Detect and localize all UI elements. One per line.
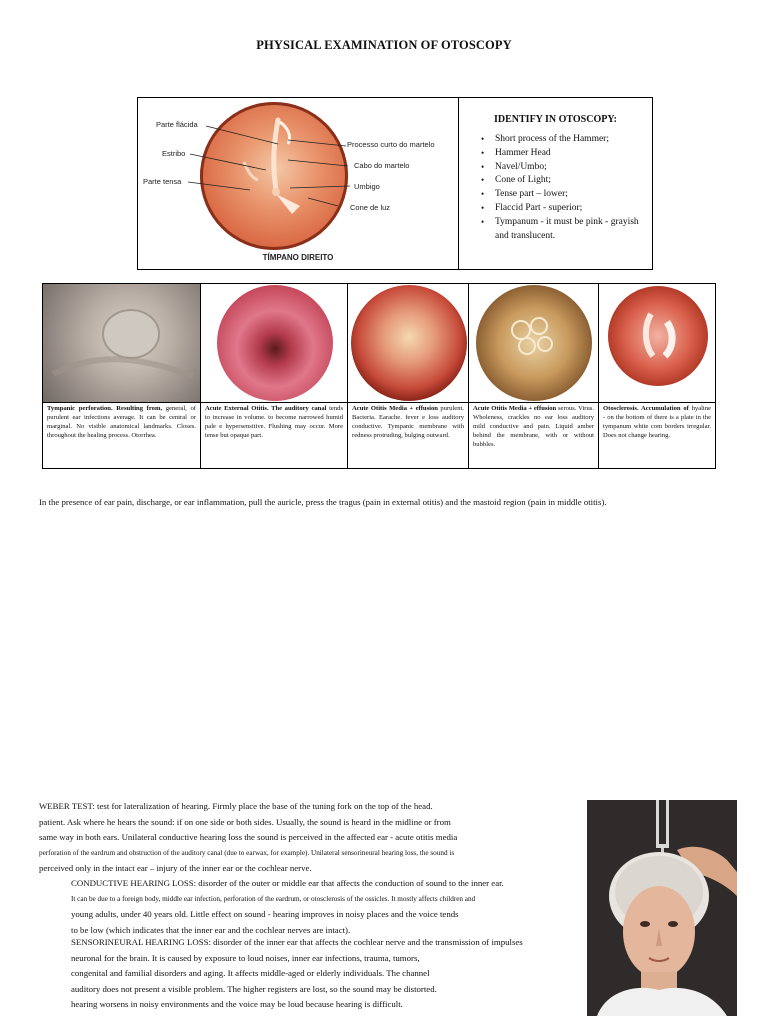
weber-line: patient. Ask where he hears the sound: if on one side or both sides. Usually, the sound is heard in the midline or from — [39, 816, 451, 827]
conductive-hearing-loss-section — [71, 876, 581, 938]
caption-title: Acute External Otitis. The auditory canal — [205, 405, 327, 412]
pain-paragraph: In the presence of ear pain, discharge, or ear inflammation, pull the auricle, press the tragus (pain in external otitis) and the mastoid region (pain in middle otitis). — [39, 497, 607, 507]
photo-cell-perforation — [42, 283, 201, 469]
caption-text: purulent. Bacteria. Earache. fever e loss auditory conductive. Tympanic membrane with redness protruding, bulging outward. — [352, 405, 464, 439]
photo-cell-purulent-otitis — [347, 283, 469, 469]
sensorineural-line: auditory does not present a visible problem. The higher registers are lost, so the sound may be distorted. — [71, 983, 437, 994]
identify-item: • Cone of Light; — [481, 174, 652, 188]
label-processo-curto: Processo curto do martelo — [347, 140, 435, 149]
external-otitis-caption — [205, 404, 343, 440]
otoscopy-reference-box — [137, 97, 653, 270]
photo-cell-external-otitis — [200, 283, 348, 469]
label-parte-tensa: Parte tensa — [143, 177, 182, 186]
tympanum-diagram — [138, 98, 459, 269]
page-title: PHYSICAL EXAMINATION OF OTOSCOPY — [256, 38, 512, 52]
identify-item: • Flaccid Part - superior; — [481, 202, 652, 216]
external-otitis-photo — [201, 284, 347, 403]
diagram-caption: TÍMPANO DIREITO — [262, 253, 334, 262]
caption-text: hyaline - on the bottom of there is a plate in the tympanum white com borders irregular. Does not change hearing. — [603, 405, 711, 439]
identify-panel — [459, 98, 652, 269]
sensorineural-line: congenital and familial disorders and aging. It affects middle-aged or elderly individuals. The channel — [71, 968, 430, 978]
caption-text: tends to increase in volume. to become narrowed humid pale e hypersensitive. Flushing may occur. More tense but opaque part. — [205, 405, 344, 439]
serous-otitis-caption — [473, 404, 594, 449]
perforation-photo — [43, 284, 200, 403]
label-cone-luz: Cone de luz — [350, 203, 391, 212]
conductive-line: to be low (which indicates that the inner ear and the cochlear nerves are intact). — [71, 924, 351, 935]
caption-title: Tympanic perforation. Resulting from, — [47, 405, 163, 412]
conductive-line: It can be due to a foreign body, middle ear infection, perforation of the eardrum, or otosclerosis of the ossicles. It mostly affects children and — [71, 894, 476, 903]
photo-cell-serous-otitis — [468, 283, 599, 469]
label-parte-flacida: Parte flácida — [156, 120, 198, 129]
identify-item: • Hammer Head — [481, 147, 652, 161]
caption-title: Acute Otitis Media + effusion — [352, 405, 438, 412]
purulent-otitis-caption — [352, 404, 464, 440]
weber-test-photo — [587, 800, 737, 1016]
caption-text: serous. Virus. Wholeness, crackles no ear loss auditory mild conductive and pain. Liquid amber behind the membrane, with or without bubbles. — [473, 405, 595, 448]
label-cabo-martelo: Cabo do martelo — [354, 161, 410, 170]
sensorineural-line: hearing worsens in noisy environments and the voice may be loud because hearing is difficult. — [71, 999, 403, 1009]
sensorineural-hearing-loss-section — [71, 935, 581, 1013]
weber-line: WEBER TEST: test for lateralization of hearing. Firmly place the base of the tuning fork on the top of the head. — [39, 801, 433, 811]
label-umbigo: Umbigo — [354, 182, 380, 191]
identify-item: • Navel/Umbo; — [481, 161, 652, 175]
identify-list — [459, 133, 652, 243]
photo-cell-otosclerosis — [598, 283, 716, 469]
caption-title: Otosclerosis. Accumulation of — [603, 405, 689, 412]
caption-text: general, of purulent ear infections average. It can be central or marginal. No visible anatomical landmarks. Closes. throughout the healing process. Otorrhea. — [47, 405, 196, 439]
weber-line: same way in both ears. Unilateral conductive hearing loss the sound is perceived in the affected ear - acute otitis media — [39, 832, 458, 842]
otosclerosis-caption — [603, 404, 711, 440]
identify-item: • Short process of the Hammer; — [481, 133, 652, 147]
identify-heading: IDENTIFY IN OTOSCOPY: — [494, 114, 617, 125]
weber-line: perceived only in the intact ear – injury of the inner ear or the cochlear nerve. — [39, 863, 312, 873]
label-estribo: Estribo — [162, 149, 186, 158]
conductive-line: young adults, under 40 years old. Little effect on sound - hearing improves in noisy places and the voice tends — [71, 909, 459, 919]
weber-test-section — [39, 799, 579, 877]
conductive-line: CONDUCTIVE HEARING LOSS: disorder of the outer or middle ear that affects the conduction of sound to the inner ear. — [71, 878, 504, 888]
sensorineural-line: neuronal for the brain. It is caused by exposure to loud noises, inner ear infections, trauma, tumors, — [71, 952, 420, 963]
caption-title: Acute Otitis Media + effusion — [473, 405, 557, 412]
sensorineural-line: SENSORINEURAL HEARING LOSS: disorder of the inner ear that affects the cochlear nerve and the transmission of impulses — [71, 937, 523, 947]
purulent-otitis-photo — [348, 284, 468, 403]
identify-item: • Tense part – lower; — [481, 188, 652, 202]
otoscopy-photo-table — [42, 283, 716, 469]
perforation-caption — [47, 404, 196, 440]
weber-line: perforation of the eardrum and obstruction of the auditory canal (due to earwax, for example). Unilateral sensorineural hearing loss, the sound is — [39, 848, 455, 857]
identify-item: • Tympanum - it must be pink - grayish and translucent. — [481, 216, 652, 244]
serous-otitis-photo — [469, 284, 598, 403]
otosclerosis-photo — [599, 284, 715, 403]
